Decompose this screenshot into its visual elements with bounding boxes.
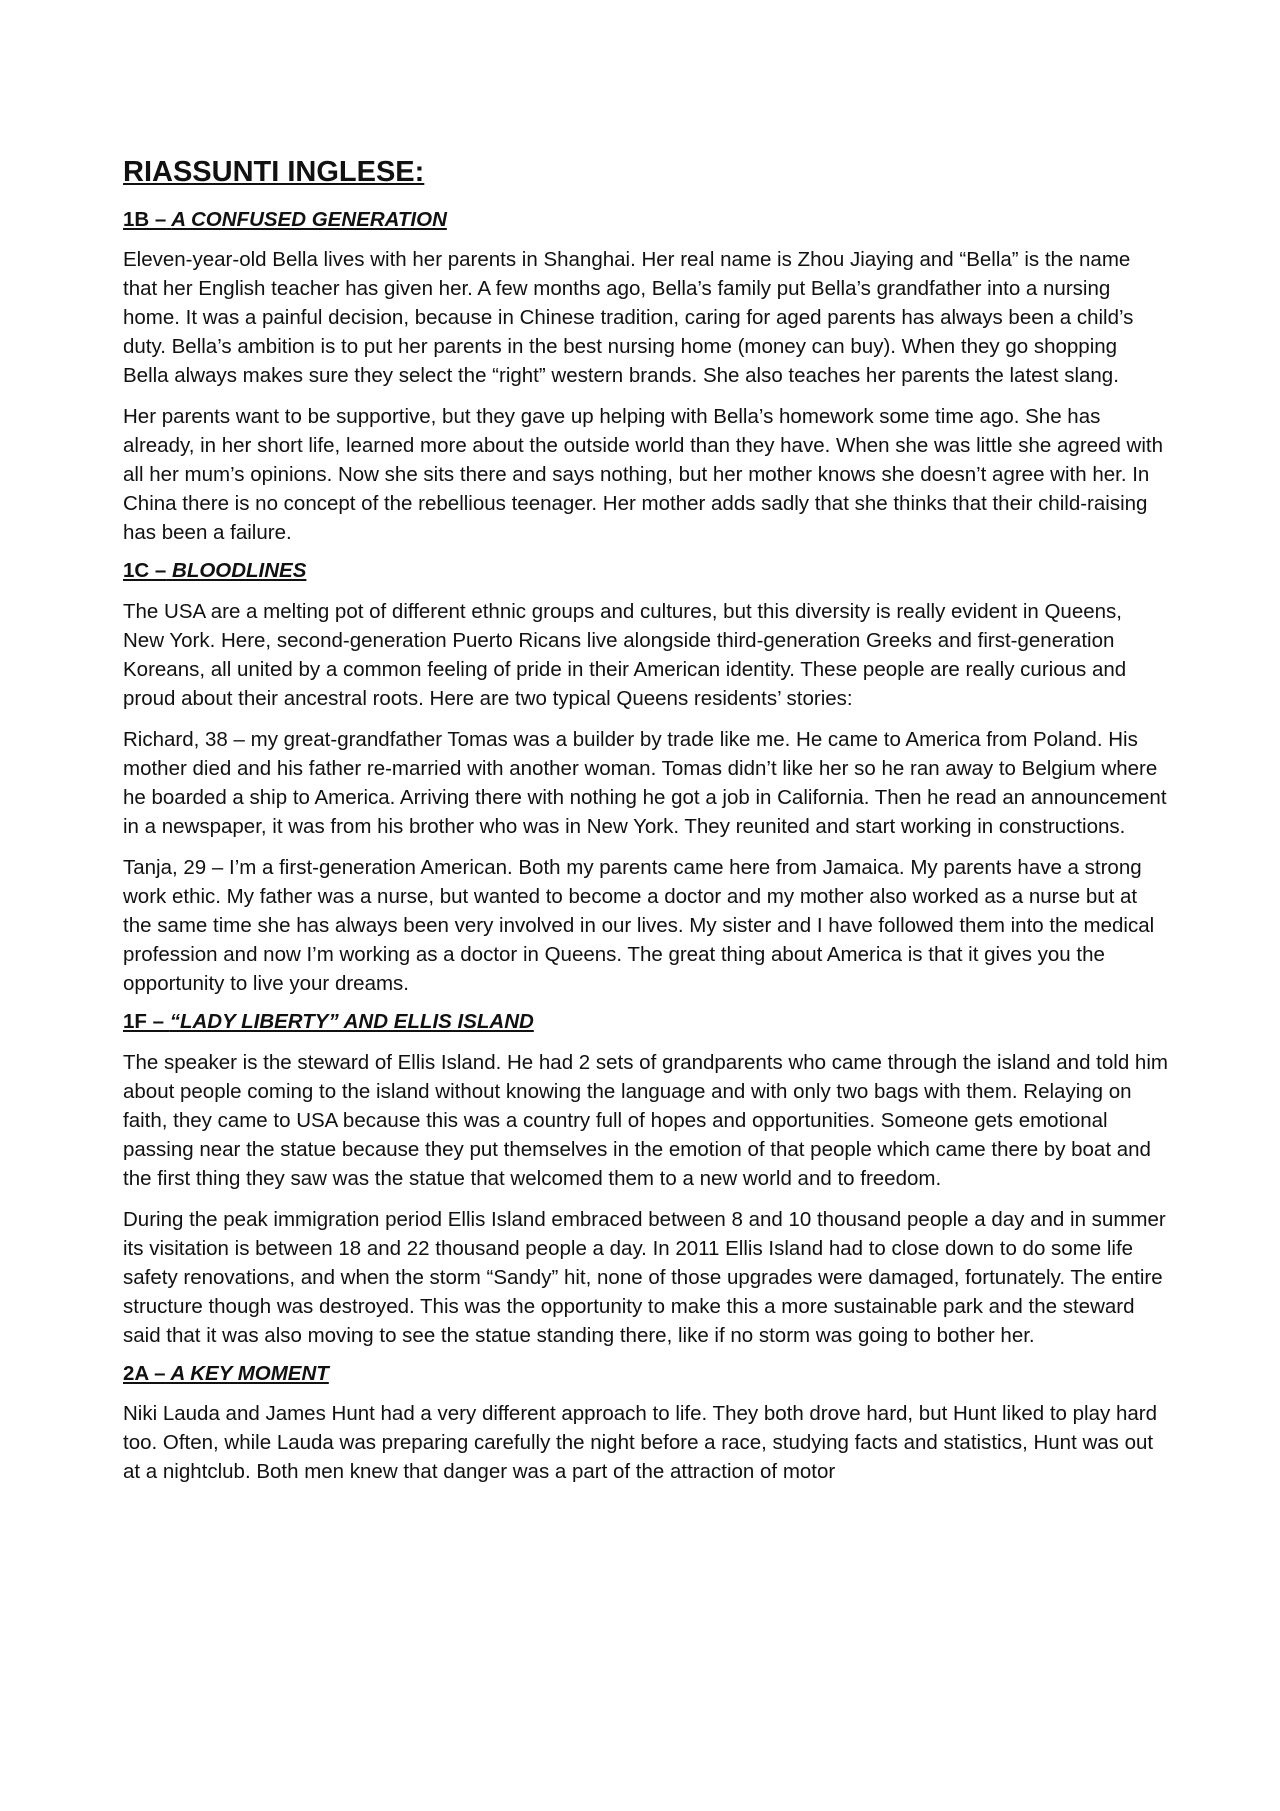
paragraph: Tanja, 29 – I’m a first-generation American. Both my parents came here from Jamaica. My parents have a strong work ethic. My father was a nurse, but wanted to become a doctor and my mother also worked as a nurse but at the same time she has always been very involved in our lives. My sister and I have followed them into the medical profession and now I’m working as a doctor in Queens. The great thing about America is that it gives you the opportunity to live your dreams. <box>123 855 1155 995</box>
section-title: “LADY LIBERTY” AND ELLIS ISLAND <box>169 1009 534 1033</box>
section-code: 1B – <box>123 207 167 231</box>
paragraph: Richard, 38 – my great-grandfather Tomas was a builder by trade like me. He came to America from Poland. His mother died and his father re-married with another woman. Tomas didn’t like her so he ran away to Belgium where he boarded a ship to America. Arriving there with nothing he got a job in California. Then he read an announcement in a newspaper, it was from his brother who was in New York. They reunited and start working in constructions. <box>123 727 1167 838</box>
section-heading-1f <box>123 1010 1168 1035</box>
paragraph: The speaker is the steward of Ellis Island. He had 2 sets of grandparents who came through the island and told him about people coming to the island without knowing the language and with only two bags with them. Relaying on faith, they came to USA because this was a country full of hopes and opportunities. Someone gets emotional passing near the statue because they put themselves in the emotion of that people which came there by boat and the first thing they saw was the statue that welcomed them to a new world and to freedom. <box>123 1050 1168 1190</box>
paragraph: The USA are a melting pot of different ethnic groups and cultures, but this diversity is really evident in Queens, New York. Here, second-generation Puerto Ricans live alongside third-generation Greeks and first-generation Koreans, all united by a common feeling of pride in their American identity. These people are really curious and proud about their ancestral roots. Here are two typical Queens residents’ stories: <box>123 599 1127 710</box>
section-heading-2a <box>123 1362 1168 1387</box>
section-title: A KEY MOMENT <box>170 1361 329 1385</box>
section-code: 1F – <box>123 1009 165 1033</box>
section-code: 2A – <box>123 1361 166 1385</box>
document-body <box>123 155 1168 1498</box>
document-title: RIASSUNTI INGLESE: <box>123 156 425 188</box>
paragraph: During the peak immigration period Ellis Island embraced between 8 and 10 thousand people a day and in summer its visitation is between 18 and 22 thousand people a day. In 2011 Ellis Island had to close down to do some life safety renovations, and when the storm “Sandy” hit, none of those upgrades were damaged, fortunately. The entire structure though was destroyed. This was the opportunity to make this a more sustainable park and the steward said that it was also moving to see the statue standing there, like if no storm was going to bother her. <box>123 1207 1166 1347</box>
section-heading-1c <box>123 559 1168 584</box>
paragraph: Eleven-year-old Bella lives with her parents in Shanghai. Her real name is Zhou Jiaying and “Bella” is the name that her English teacher has given her. A few months ago, Bella’s family put Bella’s grandfather into a nursing home. It was a painful decision, because in Chinese tradition, caring for aged parents has always been a child’s duty. Bella’s ambition is to put her parents in the best nursing home (money can buy). When they go shopping Bella always makes sure they select the “right” western brands. She also teaches her parents the latest slang. <box>123 248 1134 388</box>
section-title: BLOODLINES <box>172 559 307 583</box>
section-heading-1b <box>123 208 1168 233</box>
paragraph: Her parents want to be supportive, but they gave up helping with Bella’s homework some time ago. She has already, in her short life, learned more about the outside world than they have. When she was little she agreed with all her mum’s opinions. Now she sits there and says nothing, but her mother knows she doesn’t agree with her. In China there is no concept of the rebellious teenager. Her mother adds sadly that she thinks that their child-raising has been a failure. <box>123 405 1164 545</box>
section-title: A CONFUSED GENERATION <box>171 207 447 231</box>
paragraph: Niki Lauda and James Hunt had a very different approach to life. They both drove hard, but Hunt liked to play hard too. Often, while Lauda was preparing carefully the night before a race, studying facts and statistics, Hunt was out at a nightclub. Both men knew that danger was a part of the attraction of motor <box>123 1402 1157 1484</box>
section-code: 1C – <box>123 559 167 583</box>
